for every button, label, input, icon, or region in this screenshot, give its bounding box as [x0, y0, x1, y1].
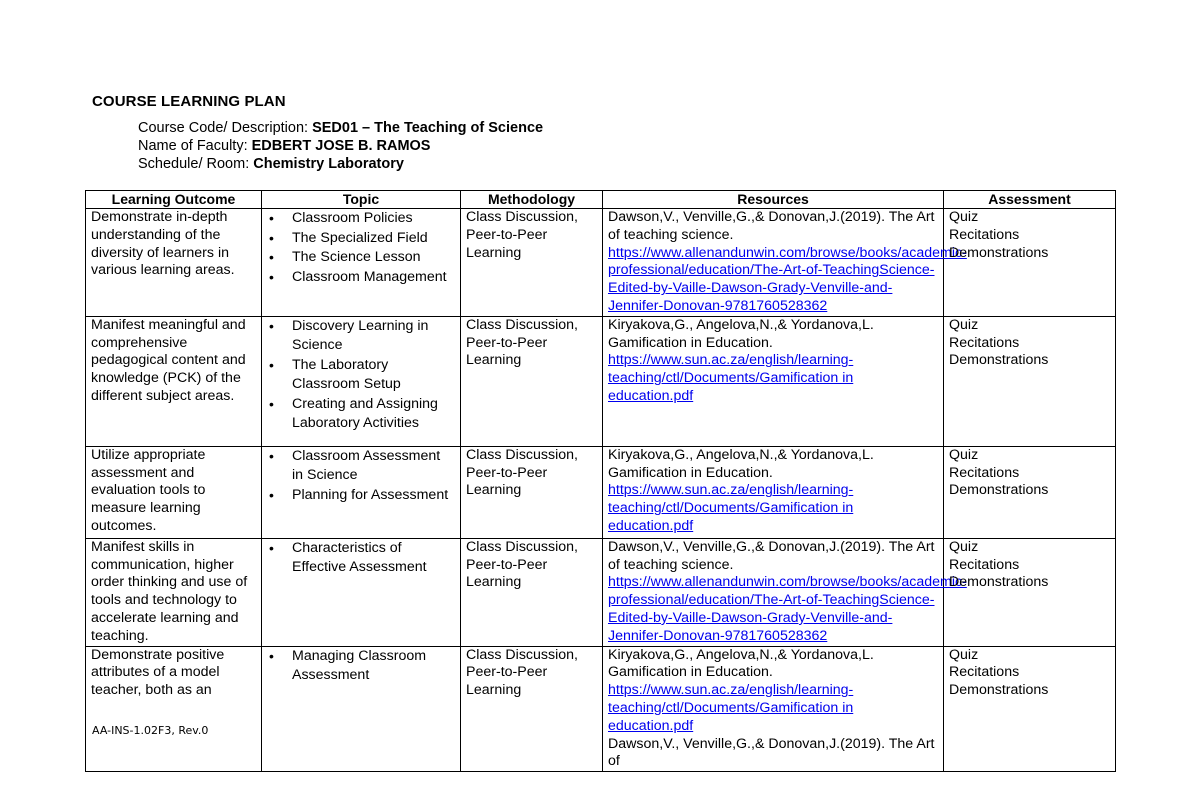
resource-link[interactable]: https://www.sun.ac.za/english/learning-teaching/ctl/Documents/Gamification in education.pdf — [608, 482, 854, 534]
assessment-item: Quiz — [949, 209, 979, 225]
assessment-item: Recitations — [949, 464, 1020, 481]
topic-cell — [262, 446, 461, 538]
table-row — [86, 538, 1116, 646]
methodology-cell: Class Discussion, Peer-to-Peer Learning — [461, 209, 603, 317]
assessment-item: Quiz — [949, 316, 979, 333]
resource-citation: Kiryakova,G., Angelova,N.,& Yordanova,L. Gamification in Education. — [608, 646, 874, 681]
resource-link[interactable]: https://www.allenandunwin.com/browse/books/academic-professional/education/The-Art-of-TeachingScience-Edited-by-Vaille-Dawson-Grady-Venville-and-Jennifer-Donovan-9781760528362 — [608, 244, 967, 314]
header-assessment: Assessment — [944, 191, 1116, 209]
methodology-cell: Class Discussion, Peer-to-Peer Learning — [461, 446, 603, 538]
schedule-label: Schedule/ Room: — [138, 156, 254, 172]
topic-item: • The Science Lesson — [282, 248, 455, 268]
topic-item: • Classroom Policies — [282, 209, 455, 229]
assessment-cell — [944, 446, 1116, 538]
learning-plan-table — [85, 190, 1116, 772]
assessment-cell — [944, 538, 1116, 646]
topic-list — [267, 647, 455, 686]
assessment-item: Demonstrations — [949, 352, 1049, 369]
resource-link[interactable]: https://www.allenandunwin.com/browse/books/academic-professional/education/The-Art-of-TeachingScience-Edited-by-Vaille-Dawson-Grady-Venville-and-Jennifer-Donovan-9781760528362 — [608, 574, 967, 644]
topic-item: • Characteristics of Effective Assessment — [282, 539, 455, 578]
assessment-item: Demonstrations — [949, 244, 1049, 261]
methodology-cell: Class Discussion, Peer-to-Peer Learning — [461, 646, 603, 772]
learning-outcome-cell: Utilize appropriate assessment and evaluation tools to measure learning outcomes. — [86, 446, 262, 538]
topic-cell — [262, 316, 461, 446]
assessment-item: Recitations — [949, 334, 1020, 351]
topic-item: • Planning for Assessment — [282, 486, 455, 506]
methodology-cell: Class Discussion, Peer-to-Peer Learning — [461, 316, 603, 446]
resources-cell — [603, 646, 944, 772]
faculty-row — [138, 137, 543, 155]
table-row — [86, 209, 1116, 317]
assessment-item: Recitations — [949, 664, 1020, 681]
header-learning-outcome: Learning Outcome — [86, 191, 262, 209]
course-code-label: Course Code/ Description: — [138, 120, 313, 136]
resource-citation: Dawson,V., Venville,G.,& Donovan,J.(2019). The Art of teaching science. — [608, 209, 935, 243]
assessment-item: Quiz — [949, 646, 979, 663]
topic-item: • Managing Classroom Assessment — [282, 647, 455, 686]
schedule-value: Chemistry Laboratory — [253, 156, 404, 172]
page-title: COURSE LEARNING PLAN — [92, 93, 286, 110]
resource-link[interactable]: https://www.sun.ac.za/english/learning-teaching/ctl/Documents/Gamification in education.pdf — [608, 682, 854, 734]
assessment-cell — [944, 646, 1116, 772]
assessment-item: Quiz — [949, 446, 979, 463]
faculty-value: EDBERT JOSE B. RAMOS — [251, 138, 431, 154]
resource-citation: Kiryakova,G., Angelova,N.,& Yordanova,L. Gamification in Education. — [608, 316, 874, 351]
learning-outcome-cell: Manifest skills in communication, higher order thinking and use of tools and technology to accelerate learning and teaching. — [86, 538, 262, 646]
course-code-value: SED01 – The Teaching of Science — [312, 120, 544, 136]
course-meta — [138, 119, 543, 173]
header-topic: Topic — [262, 191, 461, 209]
course-code-row — [138, 119, 543, 137]
topic-item: • Creating and Assigning Laboratory Activities — [282, 395, 455, 434]
document-code-footer: AA-INS-1.02F3, Rev.0 — [92, 724, 209, 737]
resource-citation: Dawson,V., Venville,G.,& Donovan,J.(2019). The Art of teaching science. — [608, 538, 935, 573]
resource-citation: Dawson,V., Venville,G.,& Donovan,J.(2019). The Art of — [608, 735, 935, 770]
topic-list — [267, 317, 455, 434]
header-resources: Resources — [603, 191, 944, 209]
learning-outcome-cell: Demonstrate in-depth understanding of the diversity of learners in various learning areas. — [86, 209, 262, 317]
topic-item: • Discovery Learning in Science — [282, 317, 455, 356]
methodology-cell: Class Discussion, Peer-to-Peer Learning — [461, 538, 603, 646]
resource-citation: Kiryakova,G., Angelova,N.,& Yordanova,L. Gamification in Education. — [608, 446, 874, 481]
table-row — [86, 316, 1116, 446]
topic-item: • The Specialized Field — [282, 229, 455, 249]
topic-cell — [262, 538, 461, 646]
assessment-item: Recitations — [949, 226, 1020, 243]
schedule-row — [138, 155, 543, 173]
resources-cell — [603, 316, 944, 446]
topic-list — [267, 209, 455, 287]
assessment-cell — [944, 209, 1116, 317]
topic-cell — [262, 646, 461, 772]
table-row — [86, 646, 1116, 772]
topic-item: • Classroom Assessment in Science — [282, 447, 455, 486]
assessment-item: Recitations — [949, 556, 1020, 573]
topic-cell — [262, 209, 461, 317]
topic-item: • The Laboratory Classroom Setup — [282, 356, 455, 395]
topic-list — [267, 447, 455, 506]
assessment-cell — [944, 316, 1116, 446]
resource-link[interactable]: https://www.sun.ac.za/english/learning-teaching/ctl/Documents/Gamification in education.pdf — [608, 352, 854, 404]
assessment-item: Demonstrations — [949, 574, 1049, 591]
assessment-item: Quiz — [949, 538, 979, 555]
assessment-item: Demonstrations — [949, 482, 1049, 499]
learning-outcome-cell: Manifest meaningful and comprehensive pedagogical content and knowledge (PCK) of the different subject areas. — [86, 316, 262, 446]
topic-item: • Classroom Management — [282, 268, 455, 288]
resources-cell — [603, 446, 944, 538]
learning-outcome-cell: Demonstrate positive attributes of a model teacher, both as an — [86, 646, 262, 772]
table-row — [86, 446, 1116, 538]
assessment-item: Demonstrations — [949, 682, 1049, 699]
table-header-row — [86, 191, 1116, 209]
header-methodology: Methodology — [461, 191, 603, 209]
topic-list — [267, 539, 455, 578]
faculty-label: Name of Faculty: — [138, 138, 252, 154]
